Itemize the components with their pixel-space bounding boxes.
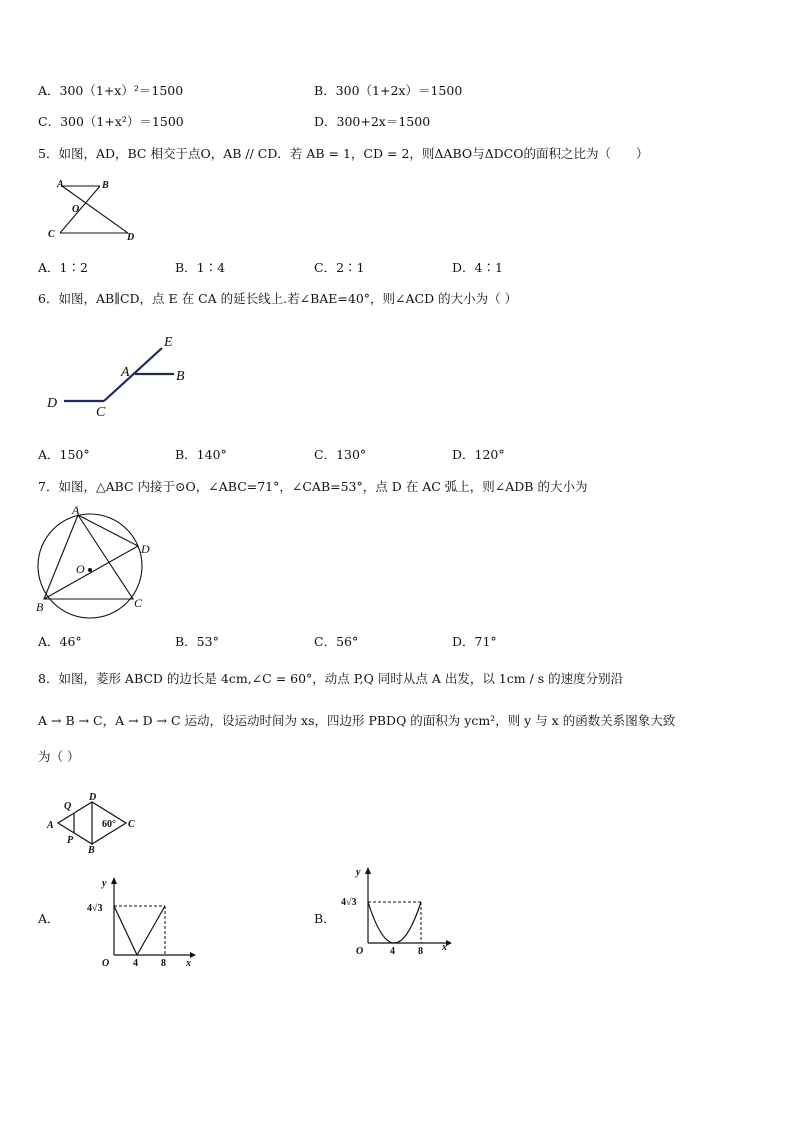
- segment-bc: [60, 186, 100, 233]
- q4-option-c: C．300（1+x²）＝1500: [38, 114, 184, 129]
- q8-option-a-graph: [86, 872, 196, 970]
- label-y: y: [102, 878, 107, 889]
- graph-right-segment: [137, 906, 165, 955]
- q6-option-a: A．150°: [38, 447, 90, 462]
- triangle-abc: [44, 515, 133, 599]
- circle-o: [38, 514, 142, 618]
- label-origin: O: [356, 946, 364, 957]
- q8-line-2: A → B → C，A → D → C 运动，设运动时间为 xs，四边形 PBDQ 的面积为 ycm²，则 y 与 x 的函数关系图象大致: [38, 713, 676, 728]
- label-x: x: [186, 958, 191, 969]
- q8-line-1: 8．如图，菱形 ABCD 的边长是 4cm,∠C = 60°，动点 P,Q 同时从点 A 出发，以 1cm / s 的速度分别沿: [38, 671, 624, 686]
- label-4: 4: [133, 958, 138, 969]
- q5-figure: [44, 176, 144, 246]
- label-b: B: [102, 180, 109, 191]
- q6-option-b: B．140°: [175, 447, 227, 462]
- label-c: C: [48, 229, 55, 240]
- label-x: x: [442, 942, 447, 953]
- y-arrow: [365, 867, 371, 874]
- q8-option-a-label: A．: [38, 911, 60, 926]
- q6-option-d: D．120°: [452, 447, 505, 462]
- q8-option-b-label: B．: [314, 911, 336, 926]
- label-b: B: [36, 600, 44, 614]
- q7-option-b: B．53°: [175, 634, 219, 649]
- q7-stem: 7．如图，△ABC 内接于⊙O，∠ABC=71°，∠CAB=53°，点 D 在 AC 弧上，则∠ADB 的大小为: [38, 479, 588, 494]
- segment-ad: [78, 515, 138, 546]
- center-dot: [88, 568, 92, 572]
- q4-option-a: A．300（1+x）²＝1500: [38, 83, 184, 98]
- q7-figure: [32, 502, 162, 620]
- graph-parabola: [368, 902, 421, 943]
- q6-figure: [40, 330, 200, 420]
- label-8: 8: [418, 946, 423, 957]
- label-4root3: 4√3: [341, 897, 357, 908]
- label-e: E: [164, 335, 173, 350]
- q8-option-b-graph: [340, 866, 456, 964]
- label-d: D: [127, 232, 135, 243]
- label-b: B: [88, 845, 95, 854]
- label-o: O: [76, 562, 85, 576]
- label-c: C: [96, 405, 106, 420]
- q8-rhombus-figure: [44, 790, 149, 854]
- label-8: 8: [161, 958, 166, 969]
- label-d: D: [141, 542, 150, 556]
- label-a: A: [57, 179, 64, 190]
- q7-option-a: A．46°: [38, 634, 82, 649]
- q5-stem: 5．如图，AD，BC 相交于点O，AB // CD．若 AB = 1，CD = 2，则ΔABO与ΔDCO的面积之比为（ ）: [38, 146, 649, 161]
- q4-option-d: D．300+2x＝1500: [314, 114, 431, 129]
- label-c: C: [134, 596, 143, 610]
- label-origin: O: [102, 958, 110, 969]
- y-arrow: [111, 877, 117, 884]
- q5-option-d: D．4∶1: [452, 260, 503, 275]
- label-o: O: [72, 204, 80, 215]
- q6-stem: 6．如图，AB∥CD，点 E 在 CA 的延长线上.若∠BAE=40°，则∠ACD 的大小为（ ）: [38, 291, 518, 306]
- label-d: D: [89, 792, 97, 803]
- label-y: y: [356, 867, 361, 878]
- label-c: C: [128, 819, 135, 830]
- label-a: A: [47, 820, 54, 831]
- q5-option-b: B．1∶4: [175, 260, 226, 275]
- label-a: A: [121, 365, 130, 380]
- q6-option-c: C．130°: [314, 447, 367, 462]
- graph-left-segment: [114, 906, 137, 955]
- q5-option-c: C．2∶1: [314, 260, 365, 275]
- label-q: Q: [64, 801, 72, 812]
- label-p: P: [67, 835, 74, 846]
- q7-option-c: C．56°: [314, 634, 359, 649]
- label-a: A: [72, 503, 80, 517]
- angle-label: 60°: [102, 819, 116, 830]
- q7-option-d: D．71°: [452, 634, 497, 649]
- q8-line-3: 为（ ）: [38, 749, 80, 764]
- label-4: 4: [390, 946, 395, 957]
- label-4root3: 4√3: [87, 903, 103, 914]
- label-d: D: [47, 396, 58, 411]
- q4-option-b: B．300（1+2x）＝1500: [314, 83, 463, 98]
- q5-option-a: A．1∶2: [38, 260, 88, 275]
- segment-bd: [44, 546, 138, 599]
- label-b: B: [176, 369, 185, 384]
